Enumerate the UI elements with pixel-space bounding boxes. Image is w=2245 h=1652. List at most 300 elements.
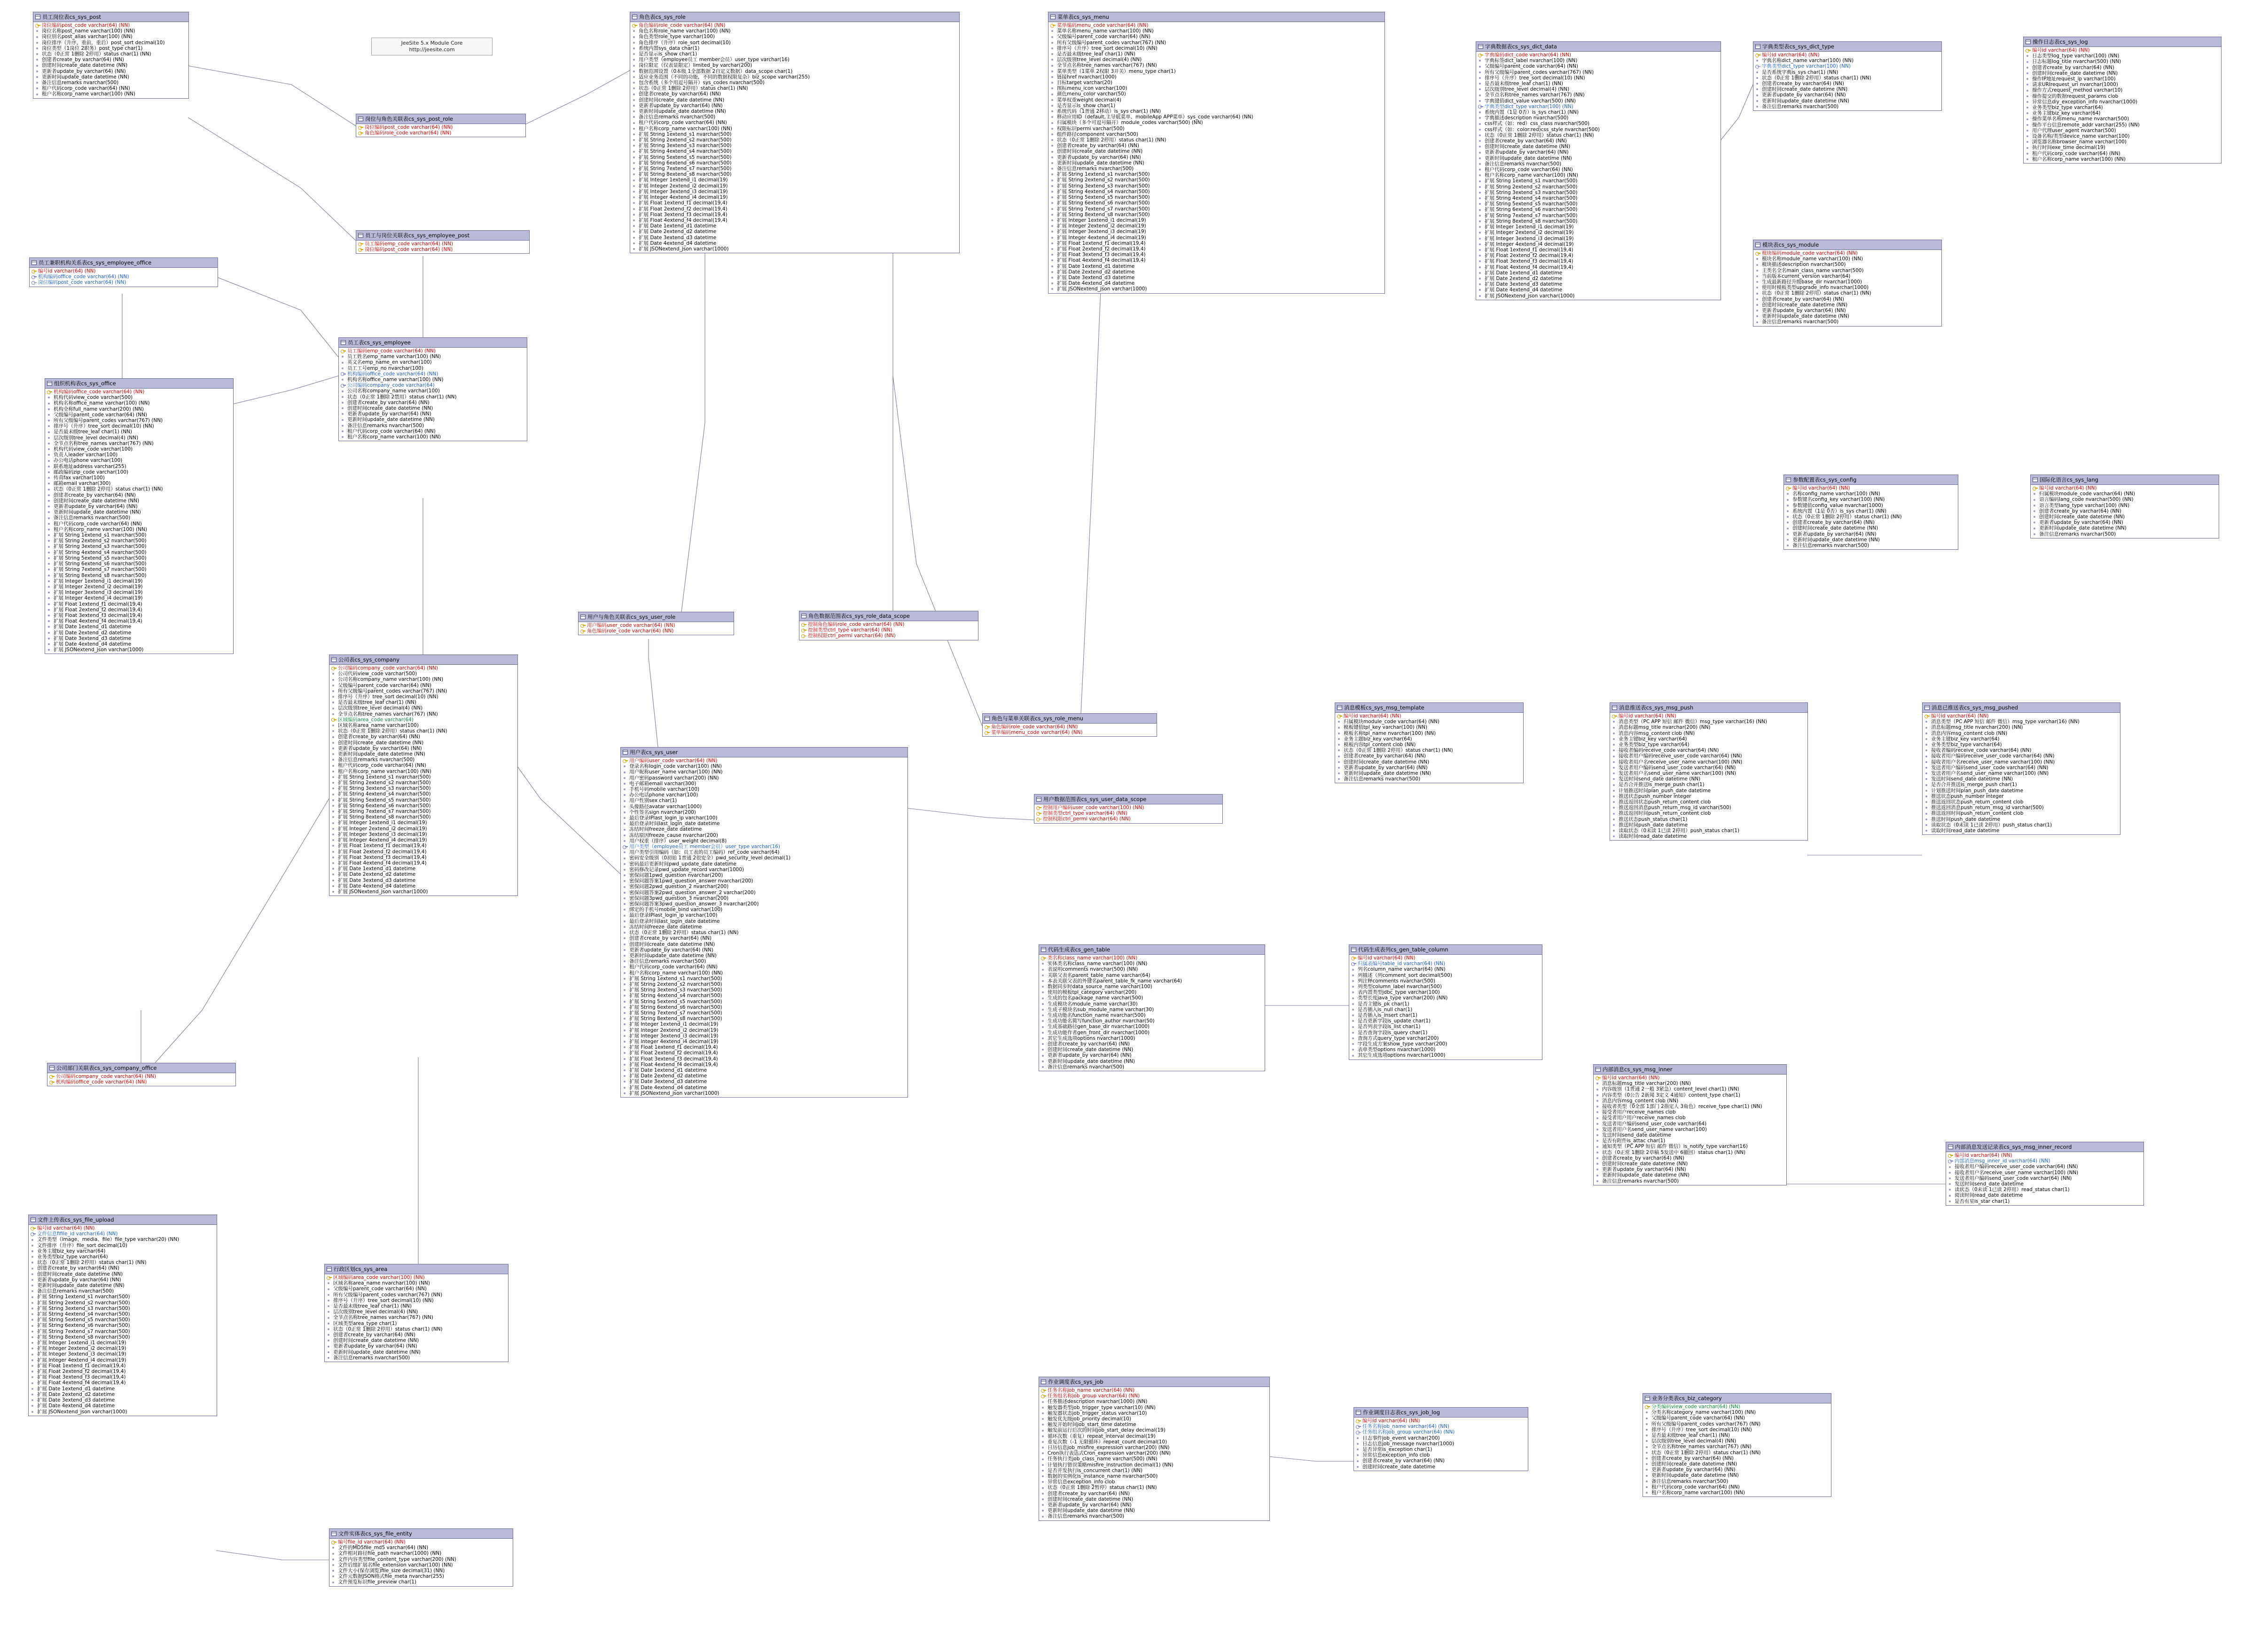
- er-column-label: 创建时间create_date datetime (NN): [1651, 1461, 1737, 1467]
- er-column-row: [46, 601, 232, 607]
- er-column-label: 扩展 Integer 4extend_i4 decimal(19): [54, 595, 143, 601]
- er-column-list: [1476, 52, 1721, 300]
- column-dot-icon: [1041, 1497, 1046, 1501]
- er-column-label: 用户昵称user_name varchar(100) (NN): [629, 769, 723, 775]
- er-column-label: 编号id varchar(64) (NN): [1931, 713, 1989, 719]
- column-dot-icon: [1478, 93, 1483, 97]
- er-column-label: 扩展 Float 1extend_f1 decimal(19,4): [37, 1363, 126, 1369]
- er-column-row: [1049, 34, 1384, 39]
- er-column-label: 扩展 Integer 1extend_i1 decimal(19): [1485, 224, 1574, 230]
- er-column-label: 菜单名称menu_name varchar(100) (NN): [1057, 28, 1154, 34]
- column-dot-icon: [2033, 498, 2038, 502]
- er-column-label: 扩展 Float 1extend_f1 decimal(19,4): [1057, 240, 1146, 246]
- er-table-sys_company[interactable]: [329, 655, 518, 896]
- column-dot-icon: [1645, 1491, 1650, 1495]
- er-column-row: [330, 705, 516, 711]
- er-column-label: 全节点名称tree_names varchar(767) (NN): [338, 711, 438, 717]
- er-column-row: [631, 166, 958, 171]
- er-column-row: [46, 590, 232, 595]
- er-table-sys_log[interactable]: [2023, 37, 2222, 164]
- er-column-label: 发送时间send_date datetime (NN): [1619, 776, 1701, 782]
- er-column-row: [330, 688, 516, 694]
- column-dot-icon: [47, 413, 52, 417]
- er-table-sys_menu[interactable]: [1048, 12, 1385, 294]
- er-column-row: [357, 130, 524, 136]
- er-column-row: [1049, 223, 1384, 229]
- er-table-sys_msg_template[interactable]: [1335, 702, 1524, 783]
- er-column-label: 更新者update_by varchar(64) (NN): [42, 68, 126, 74]
- er-column-label: 创建者create_by varchar(64) (NN): [1651, 1455, 1734, 1461]
- er-table-sys_user[interactable]: [620, 747, 908, 1098]
- er-column-label: 创建者create_by varchar(64) (NN): [333, 1332, 416, 1338]
- column-dot-icon: [623, 781, 628, 786]
- er-column-label: 扩展 String 6extend_s6 nvarchar(500): [1485, 207, 1578, 213]
- er-column-label: 备注信息remarks nvarchar(500): [1485, 161, 1562, 167]
- er-column-row: [1754, 279, 1940, 285]
- er-column-label: 文件预览标识file_preview char(1): [338, 1579, 417, 1585]
- er-column-row: [34, 80, 188, 86]
- column-dot-icon: [1478, 294, 1483, 298]
- primary-key-icon: [1050, 23, 1056, 28]
- er-column-row: [1350, 1024, 1541, 1029]
- er-table-sys_module[interactable]: [1753, 240, 1942, 327]
- column-dot-icon: [1924, 760, 1930, 764]
- primary-key-icon: [1478, 53, 1483, 57]
- er-table-sys_employee_post[interactable]: [356, 230, 530, 254]
- er-column-row: [622, 781, 907, 787]
- er-column-row: [1049, 275, 1384, 281]
- er-column-label: 扩展 Integer 1extend_i1 decimal(19): [338, 820, 427, 826]
- er-column-label: 所有父级编号parent_codes varchar(767) (NN): [333, 1292, 443, 1298]
- er-column-row: [330, 677, 516, 682]
- er-table-header: [329, 1529, 513, 1539]
- er-table-sys_lang[interactable]: [2030, 475, 2219, 538]
- er-column-row: [622, 1050, 907, 1056]
- column-dot-icon: [623, 810, 628, 814]
- er-table-gen_table[interactable]: [1039, 944, 1265, 1071]
- er-table-title: 员工表cs_sys_employee: [348, 339, 411, 346]
- er-table-sys_office[interactable]: [45, 378, 234, 654]
- er-column-label: 扩展 Float 4extend_f4 decimal(19,4): [639, 217, 727, 223]
- column-dot-icon: [31, 1341, 36, 1345]
- er-table-sys_file_upload[interactable]: [28, 1215, 217, 1416]
- er-column-label: 扩展 String 3extend_s3 nvarchar(500): [1485, 189, 1578, 195]
- er-column-label: 父级编号parent_code varchar(64) (NN): [1057, 34, 1151, 40]
- er-column-label: 推送状态push_number integer: [1931, 793, 2004, 799]
- er-column-label: 扩展 Date 3extend_d3 datetime: [338, 877, 416, 883]
- column-dot-icon: [623, 1091, 628, 1095]
- er-column-label: 是否并发执行is_concurrent char(1) (NN): [1048, 1467, 1142, 1473]
- er-column-row: [326, 1275, 507, 1280]
- column-dot-icon: [47, 648, 52, 652]
- er-column-label: 控制类型ctrl_type varchar(64) (NN): [808, 627, 892, 633]
- er-column-row: [631, 34, 958, 39]
- er-table-sys_post_role[interactable]: [356, 114, 526, 137]
- column-dot-icon: [2033, 503, 2038, 507]
- column-dot-icon: [1596, 1099, 1601, 1103]
- er-column-label: 状态（0正常 1删除 2停用）status char(1) (NN): [338, 728, 447, 734]
- column-dot-icon: [632, 149, 637, 154]
- er-column-row: [1754, 273, 1940, 279]
- er-column-label: 是否更新字段is_update char(1): [1358, 1018, 1431, 1024]
- er-column-row: [330, 809, 516, 814]
- er-column-label: 状态（0正常 1删除 2停用）status char(1) (NN): [42, 51, 151, 57]
- er-table-gen_table_column[interactable]: [1349, 944, 1542, 1060]
- column-dot-icon: [331, 803, 336, 808]
- column-dot-icon: [632, 63, 637, 68]
- er-table-sys_file_entity[interactable]: [329, 1528, 513, 1587]
- er-column-label: 更新者update_by varchar(64) (NN): [2039, 520, 2123, 526]
- er-column-label: 发送者用户编码send_user_code varchar(64): [1602, 1121, 1707, 1127]
- column-dot-icon: [623, 873, 628, 878]
- er-column-row: [1595, 1092, 1785, 1098]
- er-column-row: [340, 411, 526, 417]
- column-dot-icon: [31, 1272, 36, 1276]
- er-column-label: 任务执行类job_class_name varchar(500) (NN): [1048, 1456, 1158, 1462]
- er-column-label: 发送者用户名send_user_name varchar(100): [1602, 1126, 1707, 1132]
- er-column-row: [1049, 74, 1384, 80]
- er-column-label: 扩展 Date 3extend_d3 datetime: [1485, 281, 1563, 288]
- er-column-label: 所有父级编号parent_codes varchar(767) (NN): [338, 688, 447, 694]
- er-column-row: [1040, 1405, 1268, 1410]
- column-dot-icon: [331, 689, 336, 693]
- er-table-sys_user_role[interactable]: [578, 612, 734, 635]
- er-table-sys_job[interactable]: [1039, 1377, 1270, 1521]
- er-column-row: [340, 388, 526, 394]
- er-column-label: 扩展 String 5extend_s5 nvarchar(500): [629, 998, 722, 1005]
- column-dot-icon: [331, 1580, 336, 1584]
- er-column-row: [330, 1574, 512, 1579]
- er-column-label: 扩展 Integer 3extend_i3 decimal(19): [629, 1033, 719, 1039]
- er-column-label: 扩展 Integer 4extend_i4 decimal(19): [37, 1357, 126, 1363]
- er-column-label: 租户名称corp_name varchar(100) (NN): [54, 526, 147, 532]
- er-column-label: 状态（0正常 1删除 2停用）status char(1) (NN): [1762, 290, 1871, 296]
- er-column-row: [631, 148, 958, 154]
- er-column-label: 扩展 Float 4extend_f4 decimal(19,4): [629, 1061, 718, 1068]
- column-dot-icon: [1478, 225, 1483, 229]
- er-table-sys_role_data_scope[interactable]: [799, 611, 978, 640]
- er-column-row: [46, 412, 232, 418]
- er-column-row: [1336, 753, 1522, 759]
- er-column-label: 头像路径avatar varchar(1000): [629, 803, 702, 810]
- er-column-label: 机构代码view_code varchar(500): [54, 395, 133, 401]
- er-column-label: 创建时间create_date datetime (NN): [54, 498, 140, 504]
- column-dot-icon: [632, 172, 637, 177]
- column-dot-icon: [1041, 1411, 1046, 1415]
- er-column-row: [30, 1363, 216, 1369]
- column-dot-icon: [1612, 777, 1617, 781]
- er-column-row: [46, 561, 232, 567]
- er-column-row: [1049, 69, 1384, 74]
- column-dot-icon: [31, 1249, 36, 1253]
- er-column-row: [1924, 713, 2119, 719]
- er-column-label: 字典编码dict_code varchar(64) (NN): [1485, 52, 1572, 58]
- er-column-row: [330, 723, 516, 728]
- primary-key-icon: [31, 1226, 36, 1231]
- er-column-label: 读取状态（0未读 1已读 2停用）push_status char(1): [1619, 828, 1740, 834]
- column-dot-icon: [35, 86, 40, 91]
- er-column-row: [1611, 817, 1807, 822]
- er-column-row: [1477, 115, 1720, 121]
- er-column-label: 备注信息remarks nvarchar(500): [1344, 776, 1421, 782]
- er-column-row: [30, 1346, 216, 1351]
- er-column-row: [326, 1286, 507, 1292]
- er-column-label: 状态（0正常 1删除 2停用）status char(1) (NN): [1344, 748, 1453, 754]
- er-column-label: 更新时间update_date datetime (NN): [54, 509, 141, 515]
- er-column-row: [1785, 514, 1957, 520]
- primary-key-icon: [985, 725, 990, 729]
- er-column-row: [330, 855, 516, 860]
- column-dot-icon: [1755, 93, 1760, 97]
- er-column-list: [33, 22, 188, 98]
- er-column-label: 主类名全名main_class_name varchar(500): [1762, 267, 1864, 273]
- er-table-sys_employee_office[interactable]: [29, 257, 218, 287]
- er-column-label: 是否合并推送is_merge_push char(1): [1619, 782, 1705, 788]
- er-column-label: 备注信息remarks nvarchar(500): [1762, 103, 1839, 109]
- er-column-label: 创建者create_by varchar(64) (NN): [1762, 296, 1845, 302]
- er-column-label: 其它生成选项options nvarchar(1000): [1358, 1052, 1446, 1059]
- column-dot-icon: [623, 1062, 628, 1067]
- column-dot-icon: [331, 746, 336, 750]
- er-column-label: 全节点名称tree_names varchar(767) (NN): [333, 1315, 433, 1321]
- er-table-sys_config[interactable]: [1783, 475, 1958, 550]
- er-table-sys_role_menu[interactable]: [982, 713, 1157, 737]
- er-column-label: 扩展 String 4extend_s4 nvarchar(500): [54, 549, 147, 555]
- column-dot-icon: [1050, 75, 1056, 79]
- column-dot-icon: [331, 758, 336, 762]
- er-table-sys_company_office[interactable]: [47, 1063, 236, 1086]
- er-column-row: [30, 1374, 216, 1380]
- er-column-row: [357, 125, 524, 130]
- er-column-row: [1644, 1404, 1830, 1410]
- er-column-row: [2025, 128, 2220, 133]
- er-column-label: 扩展 String 5extend_s5 nvarchar(500): [1485, 201, 1578, 207]
- column-dot-icon: [623, 1022, 628, 1027]
- foreign-key-icon: [31, 275, 37, 279]
- er-column-row: [31, 274, 217, 280]
- er-column-row: [30, 1277, 216, 1283]
- column-dot-icon: [1612, 760, 1617, 764]
- er-table-sys_job_log[interactable]: [1353, 1407, 1528, 1471]
- er-column-label: 查询方式query_type varchar(200): [1358, 1035, 1439, 1041]
- column-dot-icon: [331, 701, 336, 705]
- er-column-row: [326, 1332, 507, 1338]
- er-column-row: [1049, 80, 1384, 86]
- column-dot-icon: [623, 816, 628, 820]
- primary-key-icon: [1041, 956, 1046, 960]
- column-dot-icon: [1478, 70, 1483, 74]
- column-dot-icon: [31, 1243, 36, 1247]
- er-column-row: [622, 878, 907, 884]
- er-table-sys_dict_type[interactable]: [1753, 41, 1942, 111]
- column-dot-icon: [1478, 99, 1483, 103]
- er-table-sys_post[interactable]: [33, 12, 189, 99]
- column-dot-icon: [47, 476, 52, 480]
- primary-key-icon: [327, 1276, 332, 1280]
- column-dot-icon: [341, 435, 346, 439]
- foreign-key-icon: [1356, 1425, 1361, 1429]
- er-column-row: [1924, 799, 2119, 805]
- column-dot-icon: [1755, 274, 1760, 278]
- er-column-row: [340, 366, 526, 371]
- er-column-row: [1040, 1013, 1264, 1018]
- er-column-label: 扩展 String 5extend_s5 nvarchar(500): [639, 154, 732, 160]
- er-column-row: [622, 1010, 907, 1016]
- er-column-row: [2025, 47, 2220, 53]
- er-table-title: 代码生成表列cs_gen_table_column: [1358, 946, 1448, 953]
- er-column-row: [34, 23, 188, 28]
- er-table-sys_employee[interactable]: [338, 337, 527, 441]
- column-dot-icon: [31, 1295, 36, 1299]
- relationship-sys_office-sys_employee: [233, 376, 338, 404]
- er-column-label: 扩展 Date 3extend_d3 datetime: [1057, 274, 1135, 281]
- er-column-row: [1595, 1161, 1785, 1167]
- column-dot-icon: [1351, 1042, 1356, 1046]
- er-table-sys_role[interactable]: [630, 12, 960, 253]
- column-dot-icon: [623, 925, 628, 929]
- er-table-title: 用户与角色关联表cs_sys_user_role: [587, 614, 676, 620]
- er-column-row: [30, 1334, 216, 1340]
- er-column-label: 消息内容msg_content clob (NN): [1931, 730, 2008, 736]
- er-column-label: 扩展 String 3extend_s3 nvarchar(500): [338, 786, 431, 792]
- er-table-header: [1594, 1065, 1786, 1075]
- er-column-row: [330, 694, 516, 700]
- column-dot-icon: [35, 35, 40, 39]
- er-column-list: [1946, 1152, 2143, 1205]
- er-column-label: 字典类型dict_type varchar(100) (NN): [1762, 63, 1851, 70]
- column-dot-icon: [331, 867, 336, 871]
- er-column-row: [1477, 63, 1720, 69]
- er-column-label: 扩展 Float 2extend_f2 decimal(19,4): [37, 1369, 126, 1375]
- table-icon: [35, 15, 40, 19]
- er-column-row: [1355, 1452, 1527, 1458]
- primary-key-icon: [1755, 251, 1760, 256]
- column-dot-icon: [2026, 140, 2031, 144]
- er-table-sys_msg_inner[interactable]: [1593, 1064, 1787, 1185]
- column-dot-icon: [623, 1040, 628, 1044]
- er-column-label: 扩展 String 1extend_s1 nvarchar(500): [338, 774, 431, 780]
- er-column-row: [631, 229, 958, 234]
- er-column-row: [330, 786, 516, 791]
- relationship-sys_file_upload-sys_file_entity: [216, 1551, 329, 1560]
- note-line-2: http://jeesite.com: [409, 47, 455, 53]
- column-dot-icon: [1478, 202, 1483, 206]
- er-table-sys_dict_data[interactable]: [1476, 41, 1721, 300]
- er-column-row: [631, 246, 958, 252]
- column-dot-icon: [1478, 76, 1483, 80]
- er-column-row: [326, 1349, 507, 1355]
- er-column-label: 扩展 Integer 3extend_i3 decimal(19): [37, 1351, 126, 1357]
- er-table-sys_user_data_scope[interactable]: [1034, 794, 1223, 824]
- er-column-label: 触发优先级job_priority decimal(10): [1048, 1416, 1131, 1422]
- column-dot-icon: [2026, 111, 2031, 116]
- er-column-row: [31, 280, 217, 285]
- er-column-label: 触发开始时间job_start_time datetime: [1048, 1422, 1136, 1428]
- er-column-row: [340, 405, 526, 411]
- er-column-label: 推送返回时间push_return_content clob: [1931, 810, 2024, 817]
- column-dot-icon: [1755, 99, 1760, 103]
- er-column-row: [1350, 1030, 1541, 1036]
- er-column-row: [1350, 978, 1541, 984]
- er-column-row: [1785, 508, 1957, 514]
- column-dot-icon: [31, 1261, 36, 1265]
- primary-key-icon: [801, 623, 806, 627]
- column-dot-icon: [1612, 725, 1617, 730]
- er-column-row: [1049, 252, 1384, 257]
- er-column-label: 类名称class_name varchar(100) (NN): [1048, 955, 1138, 961]
- er-column-label: 是否显示is_show char(1): [1057, 102, 1116, 109]
- er-column-label: 扩展 Integer 3extend_i3 decimal(19): [54, 590, 143, 596]
- er-table-sys_msg_pushed[interactable]: [1922, 702, 2120, 835]
- er-column-label: 模板名称tpl_name nvarchar(100) (NN): [1344, 730, 1436, 736]
- er-column-row: [984, 724, 1156, 730]
- er-table-title: 参数配置表cs_sys_config: [1793, 476, 1857, 483]
- er-column-label: 更新时间update_date datetime (NN): [347, 417, 435, 423]
- er-table-title: 内部消息发送记录表cs_sys_msg_inner_record: [1955, 1144, 2072, 1150]
- er-column-label: 扩展 Float 3extend_f3 decimal(19,4): [54, 612, 142, 618]
- column-dot-icon: [47, 596, 52, 600]
- column-dot-icon: [1050, 287, 1056, 291]
- er-table-sys_msg_push[interactable]: [1610, 702, 1808, 841]
- er-column-row: [1644, 1467, 1830, 1473]
- er-table-sys_msg_inner_record[interactable]: [1946, 1142, 2144, 1206]
- er-column-label: 更新者update_by varchar(64) (NN): [347, 411, 431, 417]
- er-column-label: 消息标题msg_title nvarchar(200) (NN): [1619, 725, 1711, 731]
- er-column-label: 最后登录时间last_login_date datetime: [629, 918, 720, 924]
- er-column-label: 机构编码office_code varchar(64) (NN): [56, 1079, 147, 1085]
- er-column-label: 更新者update_by varchar(64) (NN): [1792, 531, 1877, 537]
- er-column-label: 扩展 Date 4extend_d4 datetime: [639, 240, 717, 246]
- er-column-list: [1610, 713, 1807, 840]
- column-dot-icon: [1948, 1170, 1953, 1175]
- er-column-row: [326, 1292, 507, 1298]
- er-column-label: 创建时间create_date datetime (NN): [629, 941, 715, 947]
- column-dot-icon: [2033, 526, 2038, 530]
- er-column-row: [330, 1545, 512, 1551]
- column-dot-icon: [623, 994, 628, 998]
- er-column-label: 是否最末级tree_leaf char(1) (NN): [338, 700, 417, 706]
- column-dot-icon: [1755, 87, 1760, 92]
- column-dot-icon: [47, 510, 52, 514]
- er-column-row: [631, 137, 958, 143]
- column-dot-icon: [1645, 1479, 1650, 1483]
- er-column-label: 是否最末级tree_leaf char(1) (NN): [1485, 81, 1564, 87]
- er-column-label: 租户名称corp_name varchar(100) (NN): [639, 125, 732, 132]
- er-column-label: 参数键值config_value nvarchar(1000): [1792, 502, 1883, 508]
- er-column-label: 租户名称corp_name varchar(100) (NN): [1651, 1490, 1745, 1496]
- er-table-biz_category[interactable]: [1643, 1393, 1831, 1497]
- er-column-label: 编号id varchar(64) (NN): [1362, 1418, 1420, 1424]
- er-table-sys_area[interactable]: [324, 1264, 508, 1362]
- relationship-sys_user-sys_company: [517, 766, 620, 874]
- er-column-label: 移动应用ID（default,主导航菜单、mobileApp APP菜单）sys_code varchar(64) (NN): [1057, 114, 1253, 120]
- er-column-row: [46, 550, 232, 555]
- column-dot-icon: [1351, 1019, 1356, 1023]
- column-dot-icon: [1050, 258, 1056, 263]
- er-column-row: [1040, 1410, 1268, 1416]
- column-dot-icon: [623, 867, 628, 872]
- er-column-row: [631, 212, 958, 218]
- er-column-row: [1336, 736, 1522, 742]
- er-column-row: [1595, 1127, 1785, 1132]
- er-column-row: [30, 1357, 216, 1363]
- relationship-sys_employee_office-sys_employee: [217, 277, 338, 357]
- er-table-header: [1039, 945, 1265, 955]
- column-dot-icon: [623, 839, 628, 843]
- column-dot-icon: [1050, 63, 1056, 68]
- er-column-row: [1477, 109, 1720, 115]
- er-column-label: 是否主键is_pk char(1): [1358, 1001, 1409, 1007]
